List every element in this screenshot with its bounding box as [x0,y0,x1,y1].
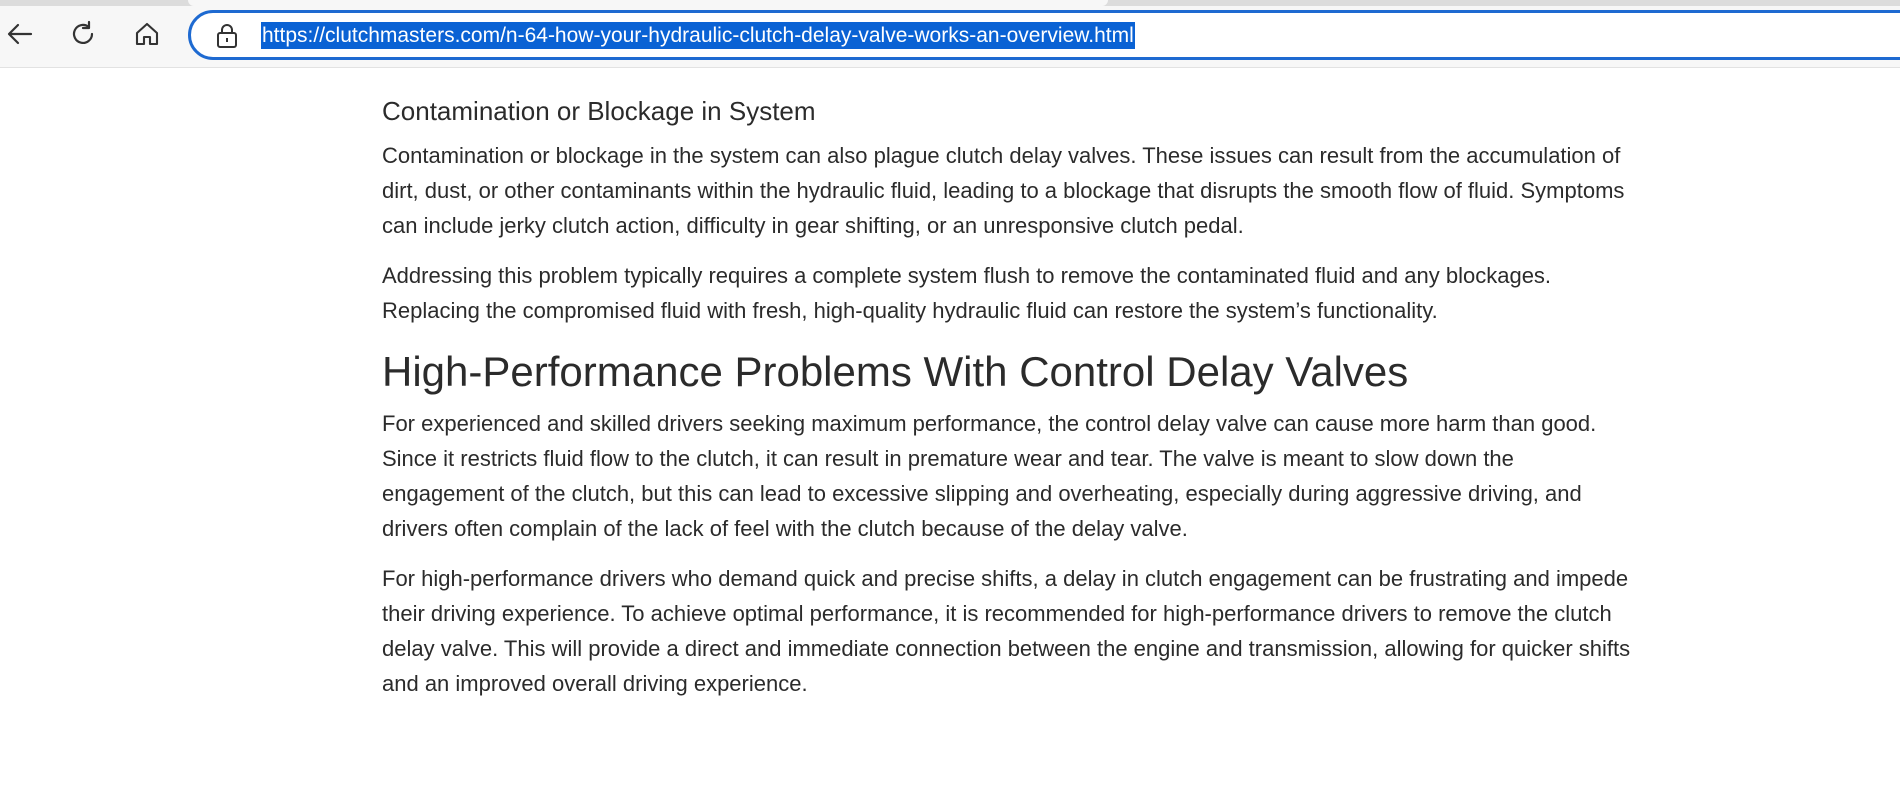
paragraph: Contamination or blockage in the system can also plague clutch delay valves. These issues can result from the accumulation of dirt, dust, or other contaminants within the hydraulic fluid, leading to a blockage that disrupts the smooth flow of fluid. Symptoms can include jerky clutch action, difficulty in gear shifting, or an unresponsive clutch pedal. [382,143,1625,238]
section-heading-contamination: Contamination or Blockage in System [382,96,816,126]
back-arrow-icon [6,20,34,48]
tab-strip [0,0,1900,6]
address-bar[interactable] [188,10,1900,60]
section-heading-high-performance: High-Performance Problems With Control Delay Valves [382,348,1409,395]
article-content [382,94,1632,716]
active-tab[interactable] [188,0,1108,6]
lock-icon[interactable] [215,23,239,49]
reload-button[interactable] [63,14,103,54]
home-icon [133,20,161,48]
back-button[interactable] [0,14,40,54]
url-text[interactable]: https://clutchmasters.com/n-64-how-your-hydraulic-clutch-delay-valve-works-an-overview.html [262,24,1134,47]
paragraph: For high-performance drivers who demand quick and precise shifts, a delay in clutch engagement can be frustrating and impede their driving experience. To achieve optimal performance, it is recommended for high-performance drivers to remove the clutch delay valve. This will provide a direct and immediate connection between the engine and transmission, allowing for quicker shifts and an improved overall driving experience. [382,566,1631,696]
paragraph: For experienced and skilled drivers seeking maximum performance, the control delay valve can cause more harm than good. Since it restricts fluid flow to the clutch, it can result in premature wear and tear. The valve is meant to slow down the engagement of the clutch, but this can lead to excessive slipping and overheating, especially during aggressive driving, and drivers often complain of the lack of feel with the clutch because of the delay valve. [382,411,1597,541]
paragraph: Addressing this problem typically requires a complete system flush to remove the contaminated fluid and any blockages. Replacing the compromised fluid with fresh, high-quality hydraulic fluid can restore the system’s functionality. [382,263,1552,323]
browser-toolbar [0,0,1900,68]
reload-icon [69,20,97,48]
home-button[interactable] [127,14,167,54]
